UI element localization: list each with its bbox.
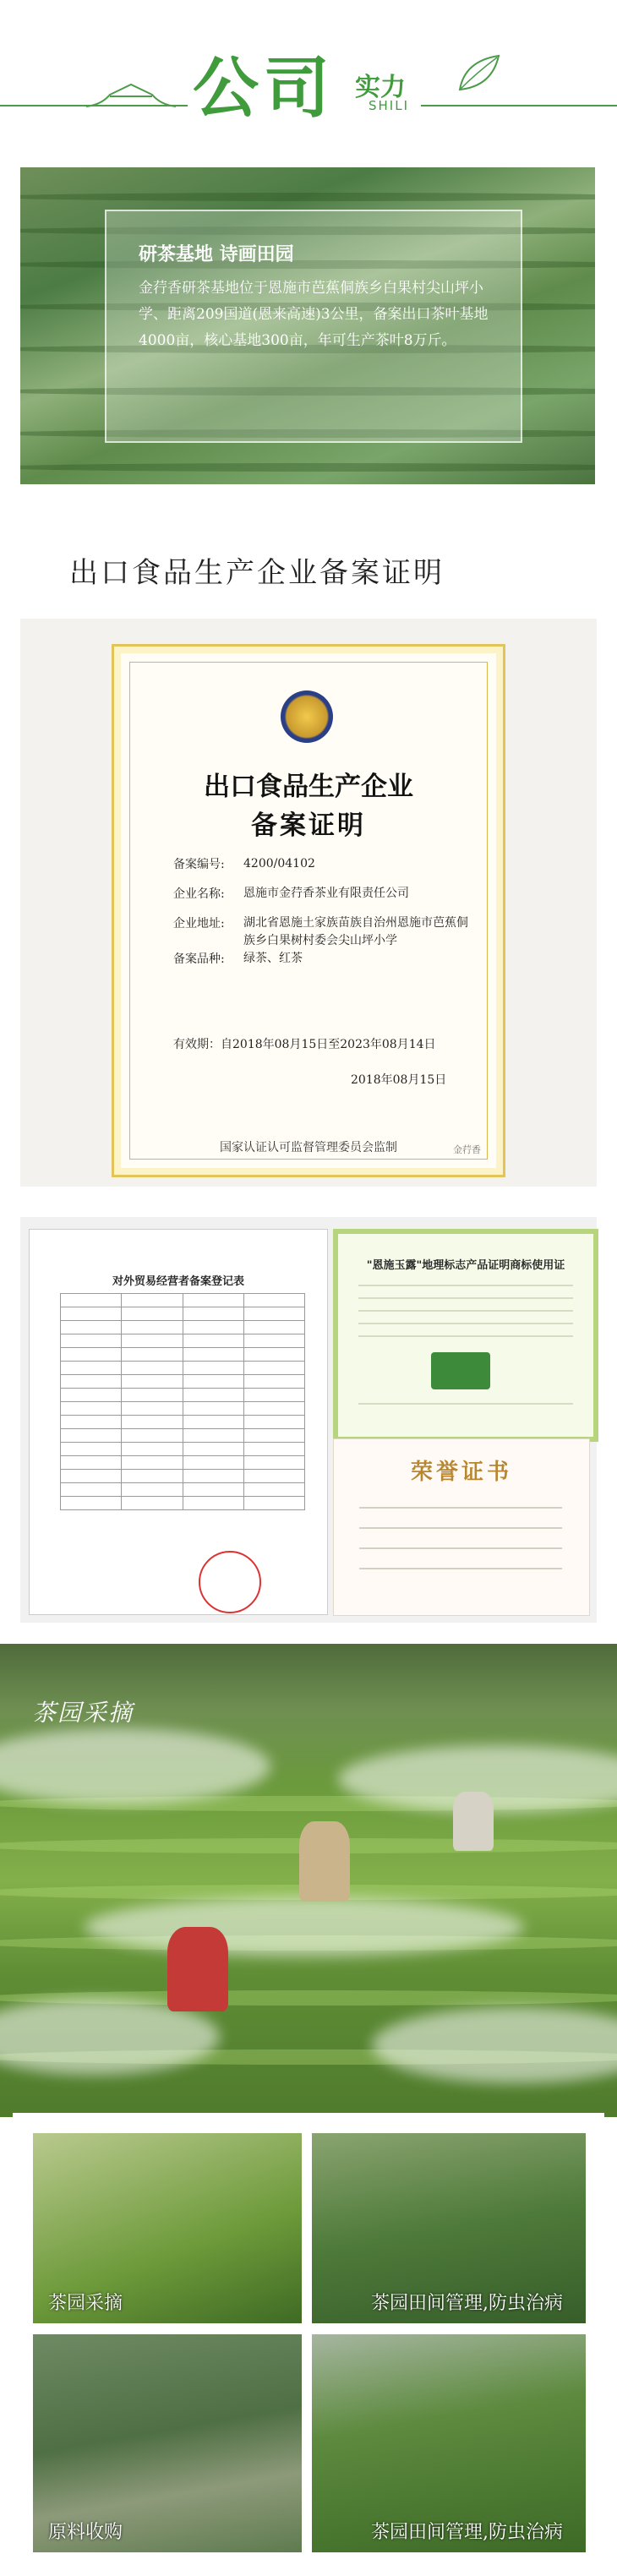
field-label: 备案品种:: [173, 952, 225, 966]
header-title-small: 实力: [355, 73, 406, 102]
honor-certificate: [333, 1438, 590, 1616]
base-title: 研茶基地 诗画田园: [139, 243, 294, 265]
photo-caption: 茶园田间管理,防虫治病: [371, 2522, 563, 2543]
header-title-en: SHILI: [369, 98, 410, 113]
photo-caption: 茶园田间管理,防虫治病: [371, 2293, 563, 2314]
header-title-big: 公司: [193, 51, 336, 127]
field-label: 企业地址:: [173, 917, 225, 931]
red-seal-icon: [199, 1551, 261, 1613]
tea-picking-title: 茶园采摘: [32, 1699, 134, 1727]
honor-title: 荣誉证书: [410, 1460, 512, 1485]
picker-figure: [299, 1821, 350, 1902]
registration-table: [60, 1293, 305, 1510]
certificate-title-2: 备案证明: [251, 810, 366, 841]
base-description: 金荇香研茶基地位于恩施市芭蕉侗族乡白果村尖山坪小学、距离209国道(恩来高速)3公里，备案出口茶叶基地4000亩，核心基地300亩，年可生产茶叶8万斤。: [139, 280, 489, 349]
tea-picking-photo: [0, 1644, 617, 2117]
enshi-yulu-logo-icon: [431, 1352, 490, 1389]
watermark: 金荇香: [453, 1144, 481, 1155]
export-certificate: [112, 644, 505, 1177]
section-title: 出口食品生产企业备案证明: [69, 556, 445, 590]
header-line-right: [421, 105, 617, 106]
field-value: 恩施市金荇香茶业有限责任公司: [243, 887, 409, 900]
photo-raw-material-purchase: [33, 2334, 302, 2552]
field-label: 备案编号:: [173, 858, 225, 871]
photo-grid: [13, 2113, 604, 2565]
field-value: 绿茶、红茶: [243, 952, 303, 965]
photo-caption: 原料收购: [48, 2522, 123, 2543]
geographic-indication-certificate: [333, 1229, 598, 1442]
field-value: 4200/04102: [243, 857, 315, 870]
photo-tea-picking: [33, 2133, 302, 2323]
photo-field-management-1: [312, 2133, 586, 2323]
picker-figure: [167, 1927, 228, 2011]
company-strength-header: [0, 0, 617, 148]
roof-icon: [85, 81, 177, 110]
trade-registration-form: [29, 1229, 328, 1615]
documents-row: [20, 1217, 597, 1623]
tea-base-photo: [20, 167, 595, 484]
field-value: 湖北省恩施土家族苗族自治州恩施市芭蕉侗族乡白果树村委会尖山坪小学: [243, 916, 468, 947]
photo-caption: 茶园采摘: [48, 2293, 123, 2314]
certificate-title-1: 出口食品生产企业: [204, 772, 413, 802]
emblem-icon: [281, 690, 333, 743]
issuer: 国家认证认可监督管理委员会监制: [220, 1141, 397, 1154]
registration-title: 对外贸易经营者备案登记表: [112, 1275, 244, 1288]
leaf-icon: [456, 52, 504, 95]
field-label: 企业名称:: [173, 887, 225, 901]
picker-figure: [453, 1792, 494, 1851]
validity: 有效期：自2018年08月15日至2023年08月14日: [173, 1038, 436, 1051]
gi-title: "恩施玉露"地理标志产品证明商标使用证: [366, 1259, 565, 1272]
issue-date: 2018年08月15日: [351, 1073, 447, 1087]
photo-field-management-2: [312, 2334, 586, 2552]
